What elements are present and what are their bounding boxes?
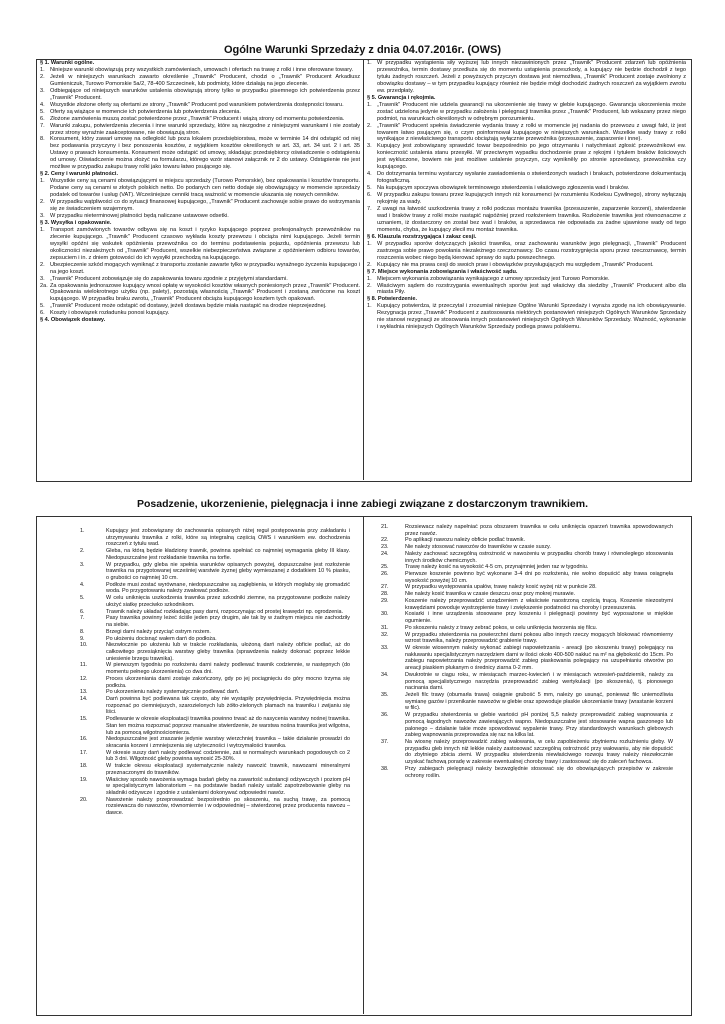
clause-number: 16. <box>80 736 88 743</box>
clause-item <box>80 636 350 643</box>
clause-number: 1. <box>80 528 85 534</box>
clause-item <box>381 625 673 632</box>
clause-item <box>40 67 360 74</box>
clause-text: Rozsiewacz należy napełniać poza obszarem trawnika w celu uniknięcia oparzeń trawnika spowodowanych przez nawóz. <box>405 524 673 537</box>
clause-item <box>40 310 360 317</box>
clause-text: Koszty i obowiązek rozładunku ponosi kupujący. <box>50 310 170 317</box>
clause-number: 6. <box>40 115 45 122</box>
clause-text: Niniejsze warunki obowiązują przy wszystkich zamówieniach, umowach i ofertach na trawę z rolki i inne oferowane towary. <box>50 66 354 73</box>
clause-text: Pasy trawnika powinny leżeć ściśle jeden przy drugim, ale tak by w żadnym miejscu nie zachodziły na siebie. <box>106 615 350 629</box>
clause-number: 2. <box>367 282 372 289</box>
clause-number: 3. <box>80 561 85 568</box>
clause-text: Na kupującym spoczywa obowiązek terminowego stwierdzenia i właściwego zgłoszenia wad i braków. <box>377 185 630 192</box>
clause-item <box>80 763 350 776</box>
clause-number: 29. <box>381 597 389 604</box>
clause-text: Trawnik należy układać rozkładając pasy darni, rozpoczynając od prostej krawędzi np. ogrodzenia. <box>106 608 344 615</box>
clause-text: Po aplikacji nawozu należy obficie podlać trawnik. <box>405 537 525 544</box>
clause-number: 30. <box>381 611 389 618</box>
clause-text: Jeżeli w niniejszych warunkach zawarto określenie „Trawnik" Producent, chodzi o „Trawnik" Producent Arkadiusz Gumieniczuk, Turowo Pomorskie 5a/2, 78-400 Szczecinek, lub podmioty, które działają na jego zlecenie. <box>50 73 360 87</box>
clause-text: Proces ukorzeniania darni zostaje zakończony, gdy po jej pociągnięciu do góry mocno trzyma się podłoża. <box>106 675 350 689</box>
clause-text: „Trawnik" Producent spełnia świadczenie wydania trawy z rolki w momencie jej nadania do przewozu z uwagi fakt, iż jest towarem łatwo psującym się, o czym poinformował kupującego w niniejszych warunkach. Wszelkie wady trawy z rolki wynikające z niewłaściwego transportu obciążają wyłącznie przewoźnika (przesuszenie, zaparzenie i inne). <box>377 122 686 143</box>
section-heading: § 2. Ceny i warunki płatności. <box>40 171 119 178</box>
clause-item <box>367 60 686 95</box>
clause-text: Kosiarki i inne urządzenia stosowane przy koszeniu i pielęgnacji powinny być wyposażone w miękkie ogumienie. <box>405 611 673 625</box>
clause-number: 8. <box>80 628 85 635</box>
clause-item <box>367 192 686 206</box>
clause-text: Na wiosnę należy przeprowadzić zabieg wałowania, w celu zapobieżeniu zbytniemu rozluźnieniu gleby. W przypadku gleb innych niż lekkie należy zastosować szczególną ostrożność przy wałowaniu, aby nie dopuścić do zbytniego zbicia ziemi. W przypadku stwierdzenia niewłaściwego rozwoju trawy należy niezwłocznie uzyskać fachową poradę w zakresie ewentualnej choroby trawy i zastosować się do zaleceń fachowca. <box>405 739 673 766</box>
clause-item <box>40 136 360 171</box>
clause-number: 34. <box>381 671 389 678</box>
clause-text: Złożone zamówienia muszą zostać potwierdzone przez „Trawnik" Producent i wiążą strony od momentu potwierdzenia. <box>50 115 345 122</box>
clause-text: Nie należy kosić trawnika w czasie deszczu oraz przy mokrej murawie. <box>405 591 576 598</box>
clause-text: Kupujący jest zobowiązany do zachowania opisanych niżej reguł postępowania przy zakładaniu i utrzymywaniu trawnika z rolki, które są integralną częścią OWS i warunkiem ew. dochodzenia roszczeń z tytułu wad. <box>106 528 350 548</box>
clause-item <box>80 716 350 736</box>
clause-text: Ubezpieczenie szkód mogących wyniknąć z transportu zostanie zawarte tylko w przypadku wyraźnego życzenia kupującego i na jego koszt. <box>50 261 360 275</box>
clause-item <box>80 750 350 763</box>
clause-item <box>80 689 350 696</box>
clause-number: 2a. <box>40 282 48 289</box>
clause-text: Należy zachować szczególną ostrożność w nawożeniu w przypadku chorób trawy i równoległego stosowania innych środków chemicznych. <box>405 550 673 564</box>
clause-item <box>367 283 686 297</box>
clause-number: 6. <box>367 192 372 199</box>
clause-text: Podłoże musi zostać wyrównane, niedopuszczalne są zagłębienia, w których mogłaby się gromadzić woda. Po przygotowaniu należy zwałować podłoże. <box>106 581 350 595</box>
clause-number: 10. <box>80 642 88 649</box>
clause-number: 14. <box>80 695 88 702</box>
clause-text: „Trawnik" Producent nie udziela gwarancji na ukorzenienie się trawy w glebie kupującego. Gwarancja ukorzenienia może zostać udzielona jedynie w przypadku założenia i pielęgnacji trawnika przez „Trawnik" Producent, lub wskazany przez niego podmiot, na warunkach określonych w odrębnym porozumieniu. <box>377 101 686 122</box>
section-heading: § 1. Warunki ogólne. <box>40 60 95 66</box>
clause-item <box>80 629 350 636</box>
clause-number: 3. <box>40 275 45 282</box>
clause-text: Dwukrotnie w ciągu roku, w miesiącach marzec-kwiecień i w miesiącach wrzesień-październik, należy za pomocą specjalistycznego narzędzia przeprowadzić zabieg wertykulacji (po skoszeniu), tj. pionowego nacinania darni. <box>405 671 673 692</box>
clause-number: 35. <box>381 691 389 698</box>
clause-item <box>80 777 350 797</box>
clause-item <box>40 102 360 109</box>
clause-item <box>80 642 350 662</box>
terms-column-divider <box>363 59 364 480</box>
clause-item <box>40 199 360 213</box>
clause-number: 6. <box>40 310 45 317</box>
clause-text: Podlewanie w okresie eksploatacji trawnika powinno trwać aż do nasycenia warstwy nośnej trawnika. Stan ten można rozpoznać poprzez manualne stwierdzenie, że warstwa nośna trawnika jest wilgotna, lub za pomocą wilgotnościomierza. <box>106 716 350 736</box>
clause-text: W okresie suszy darń należy podlewać codziennie, zaś w normalnych warunkach pogodowych co 2 lub 3 dni. Wilgotność gleby powinna wynosić 25-30%. <box>106 749 350 763</box>
clause-number: 4. <box>40 101 45 108</box>
clause-item <box>80 615 350 628</box>
clause-item <box>40 303 360 310</box>
clause-item <box>40 276 360 283</box>
clause-number: 8. <box>40 136 45 143</box>
clause-item <box>40 262 360 276</box>
clause-text: Odbiegające od niniejszych warunków ustalenia obowiązują strony tylko w przypadku pisemnego ich potwierdzenia przez „Trawnik" Producent. <box>50 87 360 101</box>
clause-number: 1. <box>367 101 372 108</box>
clause-text: W przypadku zakupu towaru przez kupujących innych niż konsumenci (w rozumieniu Kodeksu Cywilnego), strony wyłączają rękojmię za wady. <box>377 192 686 206</box>
clause-text: Wszystkie złożone oferty są ofertami ze strony „Trawnik" Producent pod warunkiem potwierdzenia dostępności towaru. <box>50 101 344 108</box>
clause-item <box>381 598 673 611</box>
clause-number: 2. <box>40 261 45 268</box>
care-left-column <box>80 528 350 817</box>
clause-item <box>40 283 360 304</box>
clause-text: W pierwszym tygodniu po rozłożeniu darni należy podlewać trawnik codziennie, w następnych (do momentu pełnego ukorzenienia) co dwa dni. <box>106 662 350 676</box>
clause-number: 1. <box>367 275 372 282</box>
clause-text: W celu uniknięcia uszkodzenia trawnika przez szkodniki ziemne, na przygotowane podłoże należy ułożyć siatkę przeciwko szkodnikom. <box>106 595 350 608</box>
clause-text: Kupujący nie ma prawa cesji do swoich praw i obowiązków przysługujących mu względem „Trawnik" Producent. <box>377 261 654 268</box>
clause-number: 4. <box>367 171 372 178</box>
clause-item <box>381 591 673 598</box>
clause-number: 5. <box>40 303 45 310</box>
clause-number: 21. <box>381 524 389 530</box>
clause-text: Wszystkie ceny są cenami obowiązującymi w miejscu sprzedaży (Turowo Pomorskie), bez opakowania i kosztów transportu. Podane ceny są cenami w złotych polskich netto. Do podanych cen netto dodaje się obowiązujący w momencie sprzedaży podatek od towarów i usług (VAT). Wcześniejsze cenniki tracą ważność w momencie ukazania się nowych cenników. <box>50 178 360 199</box>
clause-number: 3. <box>367 143 372 150</box>
clause-text: Konsument, który zawarł umowę na odległość lub poza lokalem przedsiębiorstwa, może w terminie 14 dni odstąpić od niej bez podawania przyczyny i bez ponoszenia kosztów, z wyjątkiem kosztów określonych w art. 33, art. 34 ust. 2 i art. 35 Ustawy o prawach konsumenta. Konsument może odstąpić od umowy, składając przedsiębiorcy oświadczenie o odstąpieniu od umowy. Oświadczenie można złożyć na formularzu, którego wzór stanowi załącznik nr 2 do ustawy. Odstąpienie nie jest możliwe w przypadku zakupu trawy rolki jako towaru łatwo psującego się. <box>50 136 360 171</box>
clause-item <box>80 595 350 608</box>
clause-item <box>381 584 673 591</box>
clause-number: 12. <box>80 675 88 682</box>
clause-item <box>367 303 686 331</box>
clause-number: 22. <box>381 537 389 544</box>
clause-item <box>381 766 673 779</box>
clause-item <box>80 676 350 689</box>
clause-number: 1. <box>367 303 372 310</box>
clause-item <box>367 276 686 283</box>
clause-item <box>40 123 360 137</box>
clause-text: Właściwy sposób nawożenia wymaga badań gleby na zawartość substancji odżywczych i poziom pH w specjalistycznym laboratorium – na podstawie badań należy ustalić zapotrzebowanie gleby na składniki odżywcze i zgodnie z ustaleniami dokonywać odpowiedni nawóz. <box>106 776 350 797</box>
clause-item <box>381 524 673 537</box>
clause-number: 2. <box>40 73 45 80</box>
clause-item <box>381 571 673 584</box>
clause-text: Darń powinna być podlewana tak często, aby nie wystąpiły przywiędnięcia. Przywiędnięcia można rozpoznać po ciemniejszych, szarozielonych lub żółto-zielonych plamach na trawniku i zwijaniu się liści. <box>106 695 350 716</box>
clause-text: Właściwym sądem do rozstrzygania ewentualnych sporów jest sąd właściwy dla siedziby „Trawnik" Producent albo dla miasta Piły. <box>377 282 686 296</box>
clause-item <box>381 564 673 571</box>
clause-text: Oferty są wiążące w momencie ich potwierdzenia lub potwierdzenia zlecenia. <box>50 108 241 115</box>
clause-text: Po ułożeniu docisnąć wałem darń do podłoża. <box>106 635 217 642</box>
clause-item <box>40 227 360 262</box>
clause-text: W okresie wiosennym należy wykonać zabiegi napowietrzania - areacji (po skoszeniu trawy) polegający na nakłuwaniu specjalistycznym narzędziem darni w ilości około 400-500 nakłuć na m² na głębokość do 15cm. Po zabiegu napowietrzania należy przeprowadzić zabieg piaskowania polegający na uzupełnianiu otworów po areacji piaskiem płukanym o średnicy ziarna 0-2 mm. <box>405 644 673 672</box>
clause-number: 18. <box>80 763 88 770</box>
terms-right-column <box>367 60 686 331</box>
clause-item <box>80 582 350 595</box>
clause-item <box>80 528 350 548</box>
clause-text: Za opakowania jednorazowe kupujący wnosi opłatę w wysokości kosztów własnych poniesionych przez „Trawnik" Producent. Opakowania wielokrotnego użytku (np. palety), pozostają własnością „Trawnik" Producent i zostaną zwrócone na koszt kupującego. W przypadku braku zwrotu, „Trawnik" Producent obciąża kupującego kosztem tych opakowań. <box>50 282 360 303</box>
clause-item <box>367 206 686 234</box>
clause-number: 2. <box>80 548 85 555</box>
clause-number: 15. <box>80 716 88 723</box>
clause-item <box>80 696 350 716</box>
clause-text: W przypadku nieterminowej płatności będą naliczane ustawowe odsetki. <box>50 212 229 219</box>
clause-number: 3. <box>40 87 45 94</box>
clause-number: 31. <box>381 624 389 631</box>
clause-text: W przypadku, gdy gleba nie spełnia warunków opisanych powyżej, dopuszczalne jest rozłożenie trawnika na przygotowanej wcześniej warstwie żyznej gleby wymieszanej z dodatkiem 10 % piasku, o grubości co najmniej 10 cm. <box>106 561 350 582</box>
care-right-column <box>381 524 673 779</box>
clause-text: Z uwagi na łatwość uszkodzenia trawy z rolki podczas montażu trawnika (przesuszenie, zaparzenie korzeni), stwierdzenie wad i braków trawy z rolki może nastąpić najpóźniej przed rozłożeniem trawnika. Rozłożenie trawnika jest równoznaczne z uznaniem, iż dostarczony on został bez wad i braków, a sprzedawca nie odpowiada za żadne ujawnione wady od tego momentu, chyba, że kupujący złecił mu montaż trawnika. <box>377 206 686 233</box>
clause-item <box>367 143 686 171</box>
clause-text: „Trawnik" Producent zobowiązuje się do zapakowania towaru zgodnie z przyjętymi standardami. <box>50 275 288 282</box>
clause-item <box>80 562 350 582</box>
clause-number: 32. <box>381 631 389 638</box>
clause-number: 2. <box>367 122 372 129</box>
clause-number: 4. <box>80 581 85 588</box>
section-heading: § 3. Wysyłka i opakowanie. <box>40 219 112 226</box>
clause-item <box>381 632 673 645</box>
clause-item <box>40 116 360 123</box>
clause-number: 24. <box>381 550 389 557</box>
clause-item <box>80 797 350 817</box>
clause-number: 17. <box>80 749 88 756</box>
clause-number: 1. <box>40 178 45 185</box>
clause-item <box>381 672 673 692</box>
clause-number: 37. <box>381 739 389 745</box>
clause-text: Transport zamówionych towarów odbywa się na koszt i ryzyko kupującego poprzez profesjonalnych przewoźników na zlecenie kupującego. „Trawnik" Producent czasowo wykłada koszty przewozu i obciąża nimi kupującego. Jeżeli termin wysyłki opóźni się wskutek opóźnienia przewoźnika co do terminu podstawienia pojazdu, opóźnienia przewozu lub okoliczności niezależnych od „Trawnik" Producent, wszelkie niebezpieczeństwa związane z opóźnieniem odbioru towarów, zepsuciem i in. z dniem gotowości do ich wysyłki przechodzą na kupującego. <box>50 226 360 261</box>
clause-number: 3. <box>40 212 45 219</box>
clause-text: Pierwsze koszenie powinno być wykonane 3-4 dni po rozłożeniu, nie wolno dopuścić aby trawa osiągnęła wysokość powyżej 10 cm. <box>405 571 673 584</box>
clause-number: 13. <box>80 689 88 696</box>
clause-number: 28. <box>381 591 389 598</box>
clause-text: Gleba, na którą będzie kładziony trawnik, powinna spełniać co najmniej wymagania gleby III klasy. Niedopuszczalne jest rozkładanie trawnika na torfie. <box>106 548 350 561</box>
clause-text: Po skoszeniu należy z trawy zebrać pokos, w celu uniknięcia tworzenia się filcu. <box>405 624 598 631</box>
clause-item <box>381 611 673 624</box>
clause-item <box>80 609 350 616</box>
clause-item <box>367 262 686 269</box>
clause-number: 19. <box>80 776 88 783</box>
clause-text: Do dotrzymania terminu wystarczy wysłanie zawiadomienia o stwierdzonych wadach i brakach, potwierdzone dokumentacją fotograficzną. <box>377 171 686 185</box>
clause-number: 33. <box>381 644 389 651</box>
clause-item <box>80 662 350 675</box>
clause-item <box>367 123 686 144</box>
clause-item <box>40 88 360 102</box>
care-section-title: Posadzenie, ukorzenienie, pielęgnacja i inne zabiegi związane z dostarczonym trawnikiem. <box>136 498 589 510</box>
clause-item <box>40 109 360 116</box>
section-heading: § 6. Klauzula rozstrzygająca i zakaz cesji. <box>367 233 477 240</box>
clause-number: 1. <box>367 240 372 247</box>
clause-item <box>381 551 673 564</box>
clause-item <box>381 537 673 544</box>
clause-item <box>40 213 360 220</box>
clause-text: Jeżeli filc trawy (obumarła trawa) osiągnie grubość 5 mm, należy go usunąć, ponieważ filc uniemożliwia wymianę gazów i przenikanie nawozów w glebie oraz spowoduje płaskie ukorzenianie trawy (wrastanie korzeni w filc). <box>405 691 673 712</box>
clause-item <box>367 241 686 262</box>
clause-text: Nawożenie należy przeprowadzać bezpośrednio po skoszeniu, na suchą trawę, za pomocą rozsiewacza do nawozów, równomiernie i w odpowiedniej – stwierdzonej przez producenta nawozu – dawce. <box>106 796 350 817</box>
section-heading: § 7. Miejsce wykonania zobowiązania i właściwość sądu. <box>367 268 518 275</box>
clause-number: 38. <box>381 765 389 772</box>
clause-item <box>367 171 686 185</box>
clause-text: Koszenie należy przeprowadzić urządzeniem z właściwie naostrzoną częścią tnącą. Koszenie niezostrymi krawędziami powoduje wystrzępienie trawy i zwiększenie podatności na choroby i przesuszenia. <box>405 597 673 611</box>
clause-item <box>80 548 350 561</box>
clause-text: W przypadku stwierdzenia na powierzchni darni pokosu albo innych rzeczy mogących blokować równomierny wzrost trawnika, należy przeprowadzić grabienie trawy. <box>405 631 673 645</box>
clause-number: 5. <box>367 185 372 192</box>
clause-number: 9. <box>80 635 85 642</box>
clause-item <box>381 712 673 739</box>
clause-text: W przypadku stwierdzenia w glebie wartości pH poniżej 5,5 należy przeprowadzić zabieg wapnowania z pomocą łagodnych nawozów zawierających wapno. Niedopuszczalne jest stosowanie wapna gaszonego lub palonego – działanie takie może spowodować wypalenie trawy. Przy standardowych warunkach glebowych zabieg wapnowania przeprowadza się raz na kilka lat. <box>405 712 673 739</box>
clause-text: W przypadku sporów dotyczących jakości trawnika, oraz zachowaniu warunków jego pielęgnacji, „Trawnik" Producent zastrzega sobie prawo powołania niezależnego rzeczoznawcy. Do czasu rozstrzygnięcia sporu przez rzeczoznawcę, termin roszczenia wobec niego będą kierować sprawy do sądu powszechnego. <box>377 240 686 261</box>
clause-number: 23. <box>381 544 389 551</box>
clause-number: 2. <box>367 261 372 268</box>
clause-number: 1. <box>40 66 45 73</box>
clause-text: Przy zabiegach pielęgnacji należy bezwzględnie stosować się do obowiązujących przepisów w zakresie ochrony roślin. <box>405 765 673 779</box>
clause-number: 26. <box>381 571 389 578</box>
clause-text: Warunki zakupu, potwierdzenia zlecenia i inne warunki sprzedaży, które są niezgodne z niniejszymi warunkami i nie zostały przez strony wyraźnie zaakceptowane, nie obowiązują stron. <box>50 122 360 136</box>
clause-item <box>367 185 686 192</box>
clause-text: W przypadku wystąpienia siły wyższej lub innych niezawinionych przez „Trawnik" Producent zdarzeń lub opóźnienia przewoźnika, termin dostawy przedłuża się do momentu ustąpienia przeszkody, a kupujący nie będzie dochodził z tego tytułu żadnych roszczeń. Jeżeli z powyższych przyczyn dostawa jest niemożliwa, „Trawnik" Producent zostaje zwolniony z obowiązku dostawy – w tym przypadku kupujący również nie będzie mógł dochodzić żadnych roszczeń za wyjątkiem zwrotu ew. przedpłaty. <box>377 60 686 94</box>
clause-item <box>381 692 673 712</box>
clause-number: 36. <box>381 712 389 719</box>
clause-item <box>381 645 673 672</box>
clause-number: 7. <box>367 206 372 213</box>
section-heading: § 8. Potwierdzenie. <box>367 296 418 303</box>
clause-number: 7. <box>80 615 85 622</box>
clause-text: Niedopuszczalne jest zraszanie jedynie warstwy wierzchniej trawnika – takie działanie prowadzi do skracania korzeni i zmniejszenia się użyteczności i wytrzymałości trawnika. <box>106 736 350 749</box>
clause-number: 7. <box>40 122 45 129</box>
clause-text: Po ukorzenieniu należy systematycznie podlewać darń. <box>106 689 240 696</box>
clause-item <box>40 74 360 88</box>
clause-text: Niezwłocznie po ułożeniu lub w trakcie rozkładania, ułożoną darń należy obficie podlać, aż do całkowitego przesiąknięcia warstwy gleby trawnika (sprawdzenia należy dokonać poprzez lekkie uniesienie brzegu trawnika). <box>106 642 350 662</box>
clause-text: Brzegi darni należy przyciąć ostrym nożem. <box>106 628 211 635</box>
clause-text: W trakcie okresu eksploatacji systematycznie należy nawozić trawnik, nawozami mineralnymi przeznaczonymi do trawników. <box>106 763 350 776</box>
clause-text: Trawę należy kosić na wysokość 4-5 cm, przynajmniej jeden raz w tygodniu. <box>405 564 589 571</box>
document-title: Ogólne Warunki Sprzedaży z dnia 04.07.2016r. (OWS) <box>223 44 502 56</box>
clause-text: „Trawnik" Producent może odstąpić od dostawy, jeżeli dostawa będzie miała nastąpić na drodze nieprzejezdnej. <box>50 303 327 310</box>
section-heading: § 4. Obowiązek dostawy. <box>40 317 106 324</box>
clause-item <box>381 544 673 551</box>
clause-item <box>80 736 350 749</box>
clause-text: W przypadku występowania upałów, trawę należy kosić wyżej niż w punkcie 28. <box>405 584 597 591</box>
clause-number: 27. <box>381 584 389 591</box>
clause-number: 1. <box>367 60 372 66</box>
clause-text: Kupujący jest zobowiązany sprawdzić towar bezpośrednio po jego otrzymaniu i natychmiast zgłosić przewoźnikowi ew. konieczność ustalenia stanu przesyłki. W przeciwnym wypadku dochodzenie praw z rękojmi i tytułem braków ilościowych jest wykluczone, bowiem nie jest możliwe ustalenie przyczyn, czy wynikněly po stronie sprzedawcy, przewoźnika czy kupującego. <box>377 143 686 171</box>
clause-number: 11. <box>80 662 88 669</box>
clause-number: 25. <box>381 564 389 571</box>
care-column-divider <box>363 516 364 1014</box>
clause-number: 5. <box>80 595 85 602</box>
clause-item <box>40 178 360 199</box>
clause-text: W przypadku wątpliwości co do sytuacji finansowej kupującego, „Trawnik" Producent zachowuje sobie prawo do wstrzymania się ze świadczeniem wzajemnym. <box>50 199 360 213</box>
section-heading: § 5. Gwarancja i rękojmia. <box>367 94 436 101</box>
clause-text: Nie należy stosować nawozów do trawników w czasie suszy. <box>405 544 551 551</box>
clause-number: 1. <box>40 226 45 233</box>
clause-text: Kupujący potwierdza, iż przeczytał i zrozumiał niniejsze Ogólne Warunki Sprzedaży i wyraża zgodę na ich obowiązywanie. Rezygnacja przez „Trawnik" Producent z zastosowania niektórych postanowień niniejszych Ogólnych Warunków Sprzedaży nie stanowi rezygnacji ze stosowania innych postanowień niniejszych Ogólnych Warunków Sprzedaży. Ważność, wykonanie i wykładnia niniejszych Ogólnych Warunków Sprzedaży podlega prawu polskiemu. <box>377 303 686 331</box>
clause-text: Miejscem wykonania zobowiązania wynikającego z umowy sprzedaży jest Turowo Pomorskie. <box>377 275 610 282</box>
clause-item <box>367 102 686 123</box>
clause-item <box>381 739 673 766</box>
clause-number: 5. <box>40 108 45 115</box>
clause-number: 6. <box>80 608 85 615</box>
clause-number: 2. <box>40 199 45 206</box>
terms-left-column <box>40 60 360 324</box>
clause-number: 20. <box>80 796 88 803</box>
